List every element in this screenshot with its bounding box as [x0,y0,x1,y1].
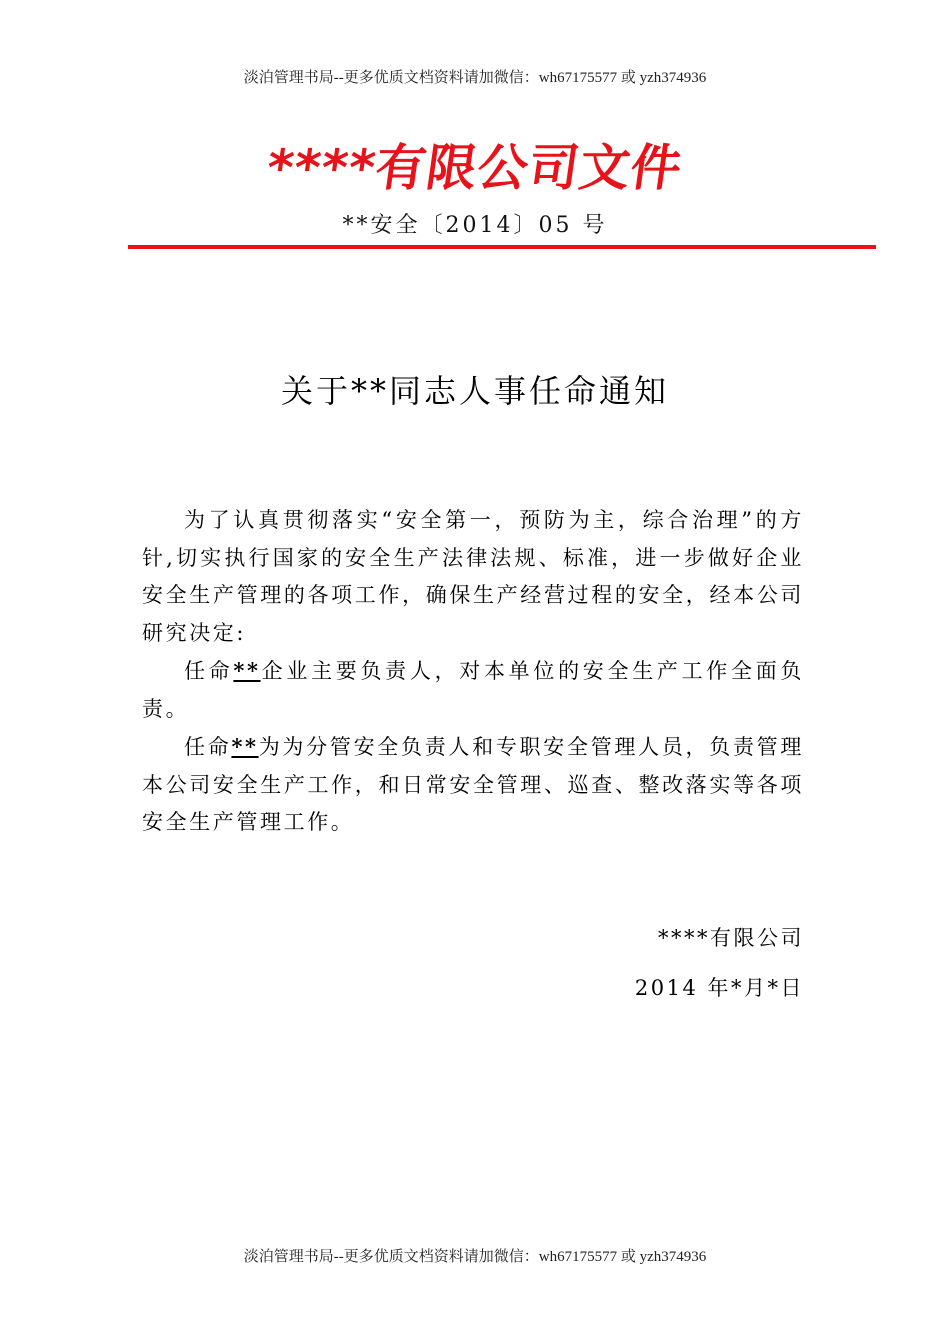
letterhead-title: ****有限公司文件 [263,139,686,197]
header-note: 淡泊管理书局--更多优质文档资料请加微信：wh67175577 或 yzh374936 [243,70,707,86]
appointee-1-placeholder: ** [233,658,261,683]
notice-body [142,502,804,842]
signature-company: ****有限公司 [658,926,804,950]
notice-title: 关于**同志人事任命通知 [280,372,669,410]
paragraph-appointment-2 [142,728,804,842]
letterhead-red-rule [128,245,876,249]
signature-date: 2014 年*月*日 [634,976,804,1000]
footer-note: 淡泊管理书局--更多优质文档资料请加微信：wh67175577 或 yzh374936 [243,1249,707,1265]
document-number: **安全〔2014〕05 号 [342,213,608,238]
appointment-2-text: 为为分管安全负责人和专职安全管理人员，负责管理本公司安全生产工作，和日常安全管理、巡查、整改落实等各项安全生产管理工作。 [142,735,804,834]
appointment-1-prefix: 任命 [184,659,234,683]
paragraph-appointment-1 [142,652,804,728]
appointee-2-placeholder: ** [231,734,259,759]
paragraph-intro: 为了认真贯彻落实“安全第一，预防为主，综合治理”的方针,切实执行国家的安全生产法律法规、标准，进一步做好企业安全生产管理的各项工作，确保生产经营过程的安全，经本公司研究决定: [142,508,804,645]
appointment-1-text: 企业主要负责人，对本单位的安全生产工作全面负责。 [142,659,804,721]
appointment-2-prefix: 任命 [184,735,232,759]
